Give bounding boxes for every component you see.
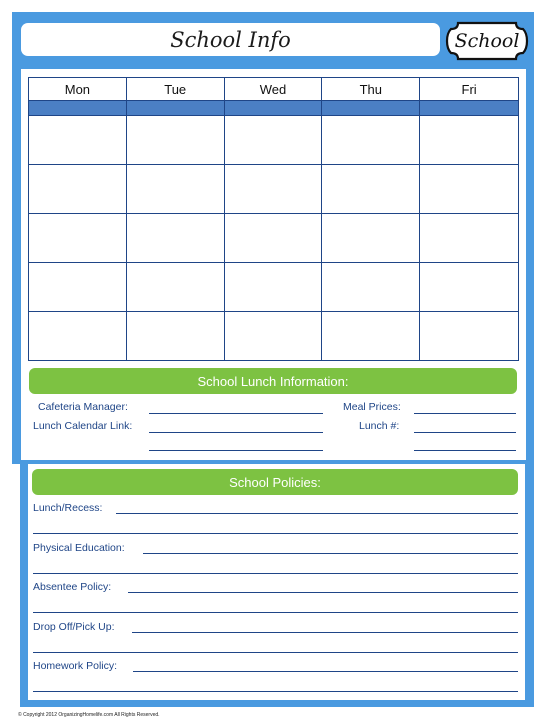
drop-off-pick-up-field-2[interactable] xyxy=(33,652,518,653)
calendar-column xyxy=(127,78,225,360)
homework-policy-field[interactable] xyxy=(133,671,518,672)
calendar-column xyxy=(420,78,518,360)
calendar-cell[interactable] xyxy=(29,165,126,214)
calendar-cell[interactable] xyxy=(322,165,419,214)
calendar-cell[interactable] xyxy=(225,312,322,360)
calendar-cell[interactable] xyxy=(29,116,126,165)
day-band xyxy=(127,100,224,116)
calendar-cell[interactable] xyxy=(420,312,518,360)
day-band xyxy=(225,100,322,116)
drop-off-pick-up-label: Drop Off/Pick Up: xyxy=(33,621,115,633)
lunch-calendar-link-field[interactable] xyxy=(149,432,323,433)
cafeteria-manager-field[interactable] xyxy=(149,413,323,414)
calendar-cell[interactable] xyxy=(420,116,518,165)
cafeteria-manager-label: Cafeteria Manager: xyxy=(38,401,128,413)
calendar-cell[interactable] xyxy=(322,312,419,360)
calendar-cell[interactable] xyxy=(127,165,224,214)
calendar-cell[interactable] xyxy=(127,214,224,263)
calendar-cell[interactable] xyxy=(225,214,322,263)
page-title: School Info xyxy=(170,27,291,52)
calendar-cell[interactable] xyxy=(127,116,224,165)
lunch-number-field-2[interactable] xyxy=(414,450,516,451)
title-bar xyxy=(21,23,440,56)
absentee-policy-label: Absentee Policy: xyxy=(33,581,112,593)
lunch-calendar-link-label: Lunch Calendar Link: xyxy=(33,420,133,432)
calendar-cell[interactable] xyxy=(29,214,126,263)
homework-policy-label: Homework Policy: xyxy=(33,660,118,672)
homework-policy-field-2[interactable] xyxy=(33,691,518,692)
meal-prices-label: Meal Prices: xyxy=(343,401,401,413)
physical-education-field-2[interactable] xyxy=(33,573,518,574)
day-header: Thu xyxy=(359,81,382,97)
calendar-cell[interactable] xyxy=(225,263,322,312)
calendar-cell[interactable] xyxy=(420,263,518,312)
lunch-number-label: Lunch #: xyxy=(359,420,400,432)
physical-education-field[interactable] xyxy=(143,553,518,554)
school-badge xyxy=(444,20,530,62)
calendar-cell[interactable] xyxy=(322,214,419,263)
lunch-recess-field[interactable] xyxy=(116,513,518,514)
calendar-cell[interactable] xyxy=(29,263,126,312)
calendar-cell[interactable] xyxy=(225,165,322,214)
calendar-column xyxy=(225,78,323,360)
calendar-cell[interactable] xyxy=(127,312,224,360)
lunch-recess-label: Lunch/Recess: xyxy=(33,502,103,514)
calendar-cell[interactable] xyxy=(322,263,419,312)
calendar-cell[interactable] xyxy=(127,263,224,312)
copyright-notice: © Copyright 2012 OrganizingHomelife.com All Rights Reserved. xyxy=(18,712,160,718)
physical-education-label: Physical Education: xyxy=(33,542,125,554)
lunch-section-heading: School Lunch Information: xyxy=(29,368,517,394)
calendar-cell[interactable] xyxy=(29,312,126,360)
calendar-cell[interactable] xyxy=(420,214,518,263)
calendar-column xyxy=(322,78,420,360)
calendar-cell[interactable] xyxy=(225,116,322,165)
calendar-cell[interactable] xyxy=(420,165,518,214)
absentee-policy-field[interactable] xyxy=(128,592,518,593)
absentee-policy-field-2[interactable] xyxy=(33,612,518,613)
day-header: Fri xyxy=(461,81,477,97)
lunch-number-field[interactable] xyxy=(414,432,516,433)
calendar-column xyxy=(29,78,127,360)
meal-prices-field[interactable] xyxy=(414,413,516,414)
day-band xyxy=(29,100,126,116)
day-header: Wed xyxy=(259,81,287,97)
day-band xyxy=(420,100,518,116)
badge-label: School xyxy=(454,30,520,52)
calendar-cell[interactable] xyxy=(322,116,419,165)
drop-off-pick-up-field[interactable] xyxy=(132,632,518,633)
day-band xyxy=(322,100,419,116)
lunch-recess-field-2[interactable] xyxy=(33,533,518,534)
policies-section-heading: School Policies: xyxy=(32,469,518,495)
lunch-calendar-link-field-2[interactable] xyxy=(149,450,323,451)
day-header: Tue xyxy=(164,81,187,97)
weekly-calendar-grid xyxy=(28,77,519,361)
day-header: Mon xyxy=(64,81,91,97)
